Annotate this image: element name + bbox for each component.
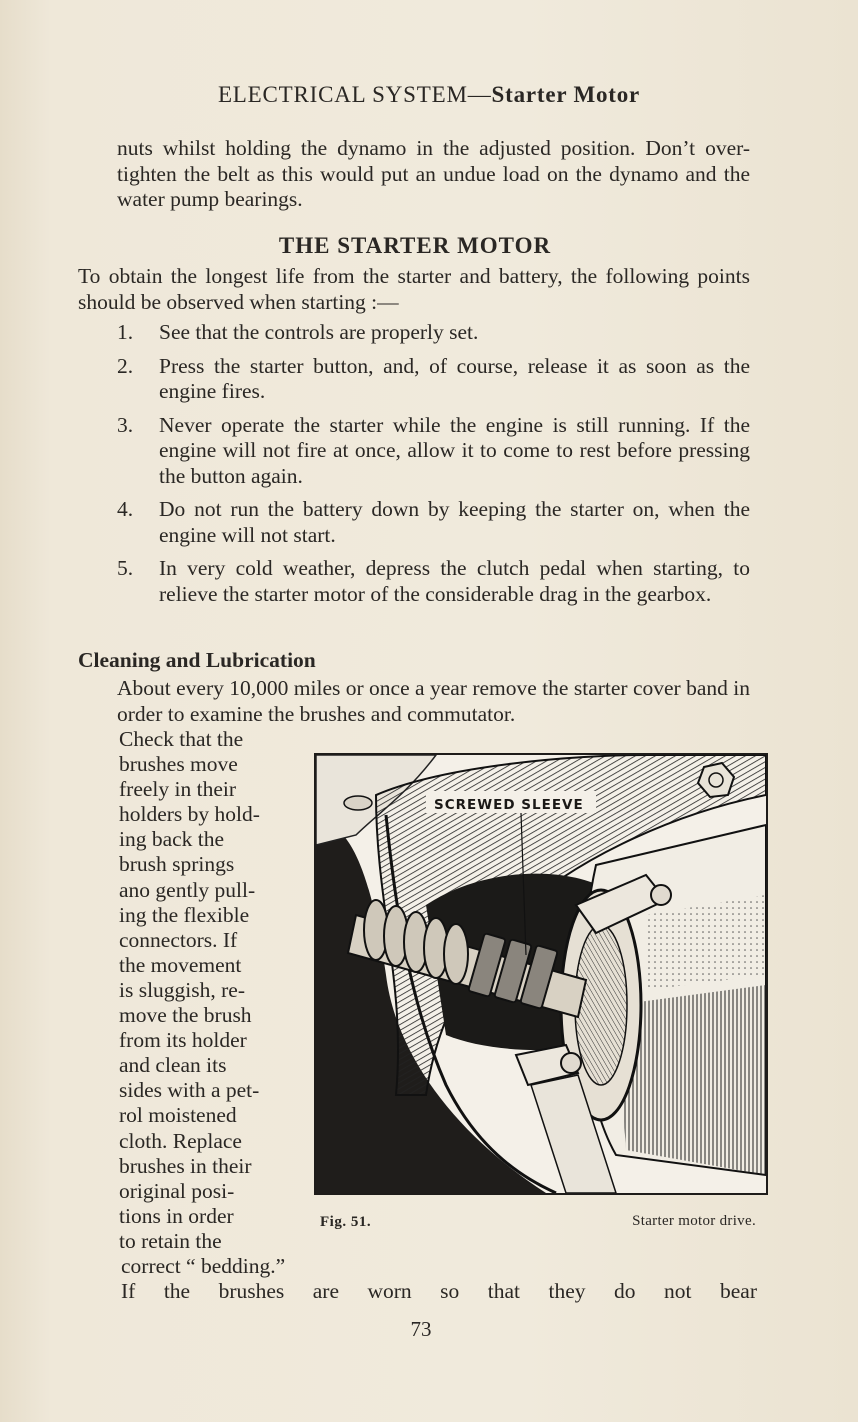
subheading: Cleaning and Lubrication xyxy=(78,648,316,672)
continued-paragraph: nuts whilst holding the dynamo in the adjusted position. Don’t over-tighten the belt as this would put an undue load on the dynamo and the water pump bearings. xyxy=(117,136,750,211)
list-item-number: 4. xyxy=(117,497,134,521)
list-item xyxy=(117,320,750,346)
running-header xyxy=(0,82,858,108)
starter-motor-drawing xyxy=(316,755,766,1193)
list-item-number: 3. xyxy=(117,412,134,437)
list-item-text: Do not run the battery down by keeping the starter on, when the engine will not start. xyxy=(159,497,750,547)
list-item-number: 1. xyxy=(117,320,134,344)
list-item xyxy=(117,556,750,607)
figure-caption: Starter motor drive. xyxy=(632,1213,756,1229)
list-item xyxy=(117,413,750,490)
figure-label: SCREWED SLEEVE xyxy=(434,797,584,813)
page-number: 73 xyxy=(410,1317,432,1341)
header-subsection: Starter Motor xyxy=(491,82,641,107)
list-item-number: 2. xyxy=(117,353,134,378)
list-item xyxy=(117,497,750,548)
list-item-number: 5. xyxy=(117,556,134,580)
last-line: If the brushes are worn so that they do not bear xyxy=(121,1279,757,1303)
list-item-text: Never operate the starter while the engine is still running. If the engine will not fire at once, allow it to come to rest before pressing the button again. xyxy=(159,412,750,488)
intro-paragraph: To obtain the longest life from the starter and battery, the following points should be observed when starting :— xyxy=(78,264,750,314)
starter-motor-drive-illustration xyxy=(314,753,768,1195)
list-item-text: In very cold weather, depress the clutch pedal when starting, to relieve the starter motor of the considerable drag in the gearbox. xyxy=(159,556,750,606)
list-item xyxy=(117,354,750,405)
cleaning-column-text: Check that the brushes move freely in their holders by hold- ing back the brush springs ano gently pull- ing the flexible connectors. If the movement is sluggish, re- move the brush from its holder and clean its sides with a pet- rol moistened cloth. Replace brushes in their original posi- tions in order to retain the xyxy=(119,727,260,1253)
starting-steps-list xyxy=(117,320,750,615)
figure-number: Fig. 51. xyxy=(320,1214,372,1230)
section-title: THE STARTER MOTOR xyxy=(278,233,552,258)
cleaning-tail: correct “ bedding.” xyxy=(121,1254,286,1278)
list-item-text: See that the controls are properly set. xyxy=(159,320,479,344)
cleaning-intro: About every 10,000 miles or once a year remove the starter cover band in order to examine the brushes and commutator. xyxy=(117,676,750,726)
header-section: ELECTRICAL SYSTEM— xyxy=(217,82,492,107)
list-item-text: Press the starter button, and, of course, release it as soon as the engine fires. xyxy=(159,353,750,403)
